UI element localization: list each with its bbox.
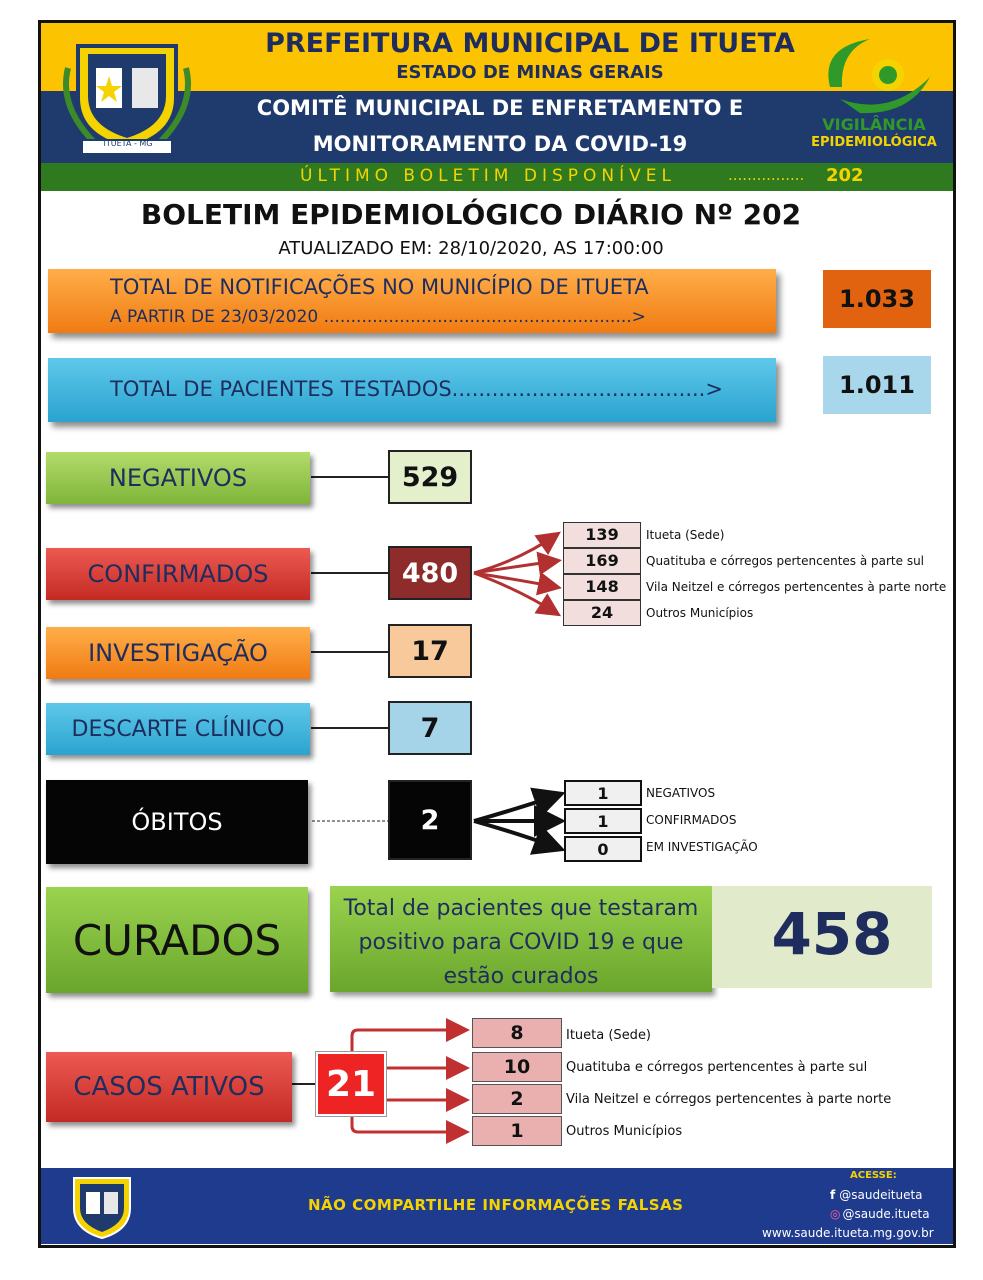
- casos-ativos-value: 21: [316, 1052, 386, 1116]
- active-breakdown-value: 8: [472, 1018, 562, 1048]
- instagram-icon: ◎: [830, 1207, 841, 1221]
- negativos-value: 529: [388, 450, 472, 504]
- vigilancia-logo-text: VIGILÂNCIA: [822, 115, 926, 134]
- confirmed-breakdown-value: 148: [563, 574, 641, 600]
- confirmed-breakdown-value: 24: [563, 600, 641, 626]
- facebook-icon: f: [830, 1188, 836, 1202]
- bulletin-title: BOLETIM EPIDEMIOLÓGICO DIÁRIO Nº 202: [140, 198, 802, 231]
- crest-ribbon-text: ITUETA - MG: [103, 139, 153, 148]
- deaths-breakdown-label: CONFIRMADOS: [646, 813, 737, 827]
- confirmed-breakdown-label: Itueta (Sede): [646, 528, 725, 542]
- confirmados-value: 480: [388, 546, 472, 600]
- active-breakdown-label: Quatituba e córregos pertencentes à parte sul: [566, 1060, 868, 1075]
- notifications-line-2: A PARTIR DE 23/03/2020 .........................................................>: [110, 307, 646, 327]
- last-bulletin-dots: ................: [728, 166, 805, 184]
- active-breakdown-label: Outros Municípios: [566, 1124, 683, 1139]
- footer-facebook[interactable]: [830, 1188, 923, 1202]
- curados-description: Total de pacientes que testaram positivo para COVID 19 e que estão curados: [343, 896, 699, 989]
- tested-label: TOTAL DE PACIENTES TESTADOS......................................>: [110, 377, 723, 401]
- active-breakdown-value: 1: [472, 1116, 562, 1146]
- committee-line-1: COMITÊ MUNICIPAL DE ENFRETAMENTO E: [256, 96, 744, 120]
- investigacao-label: INVESTIGAÇÃO: [46, 627, 310, 679]
- active-breakdown-label: Itueta (Sede): [566, 1028, 652, 1043]
- confirmed-breakdown-value: 169: [563, 548, 641, 574]
- header-subtitle: ESTADO DE MINAS GERAIS: [396, 62, 664, 83]
- curados-label: CURADOS: [46, 887, 308, 993]
- casos-ativos-label: CASOS ATIVOS: [46, 1052, 292, 1122]
- active-breakdown-label: Vila Neitzel e córregos pertencentes à parte norte: [566, 1092, 892, 1107]
- notifications-value: 1.033: [823, 270, 931, 328]
- instagram-handle: @saude.itueta: [842, 1207, 930, 1221]
- confirmed-breakdown-label: Outros Municípios: [646, 606, 754, 620]
- tested-value: 1.011: [823, 356, 931, 414]
- deaths-breakdown-value: 1: [564, 780, 642, 806]
- confirmed-breakdown-value: 139: [563, 522, 641, 548]
- footer-crest-icon: [62, 1172, 142, 1242]
- obitos-value: 2: [388, 780, 472, 860]
- confirmed-breakdown-label: Vila Neitzel e córregos pertencentes à parte norte: [646, 580, 947, 594]
- notifications-line-1: TOTAL DE NOTIFICAÇÕES NO MUNICÍPIO DE ITUETA: [110, 275, 649, 299]
- deaths-breakdown-label: NEGATIVOS: [646, 786, 716, 800]
- investigacao-value: 17: [388, 624, 472, 678]
- facebook-handle: @saudeitueta: [839, 1188, 923, 1202]
- obitos-label: ÓBITOS: [46, 780, 308, 864]
- confirmados-label: CONFIRMADOS: [46, 548, 310, 600]
- footer-warning: NÃO COMPARTILHE INFORMAÇÕES FALSAS: [308, 1196, 684, 1214]
- footer-access-label: ACESSE:: [850, 1170, 897, 1181]
- descarte-value: 7: [388, 701, 472, 755]
- committee-line-2: MONITORAMENTO DA COVID-19: [312, 132, 688, 156]
- negativos-label: NEGATIVOS: [46, 452, 310, 504]
- footer-instagram[interactable]: [830, 1207, 930, 1221]
- footer-website[interactable]: www.saude.itueta.mg.gov.br: [762, 1226, 934, 1240]
- last-bulletin-number: 202: [826, 165, 864, 186]
- curados-value: 458: [771, 900, 893, 968]
- confirmed-breakdown-label: Quatituba e córregos pertencentes à parte sul: [646, 554, 925, 568]
- last-bulletin-label: ÚLTIMO BOLETIM DISPONÍVEL: [300, 166, 676, 186]
- active-breakdown-value: 2: [472, 1084, 562, 1114]
- active-breakdown-value: 10: [472, 1052, 562, 1082]
- header-title: PREFEITURA MUNICIPAL DE ITUETA: [265, 28, 795, 59]
- bulletin-updated: ATUALIZADO EM: 28/10/2020, AS 17:00:00: [278, 238, 664, 259]
- epidemiologica-logo-text: EPIDEMIOLÓGICA: [811, 135, 937, 150]
- descarte-label: DESCARTE CLÍNICO: [46, 703, 310, 755]
- deaths-breakdown-value: 0: [564, 836, 642, 862]
- deaths-breakdown-value: 1: [564, 808, 642, 834]
- deaths-breakdown-label: EM INVESTIGAÇÃO: [646, 840, 758, 854]
